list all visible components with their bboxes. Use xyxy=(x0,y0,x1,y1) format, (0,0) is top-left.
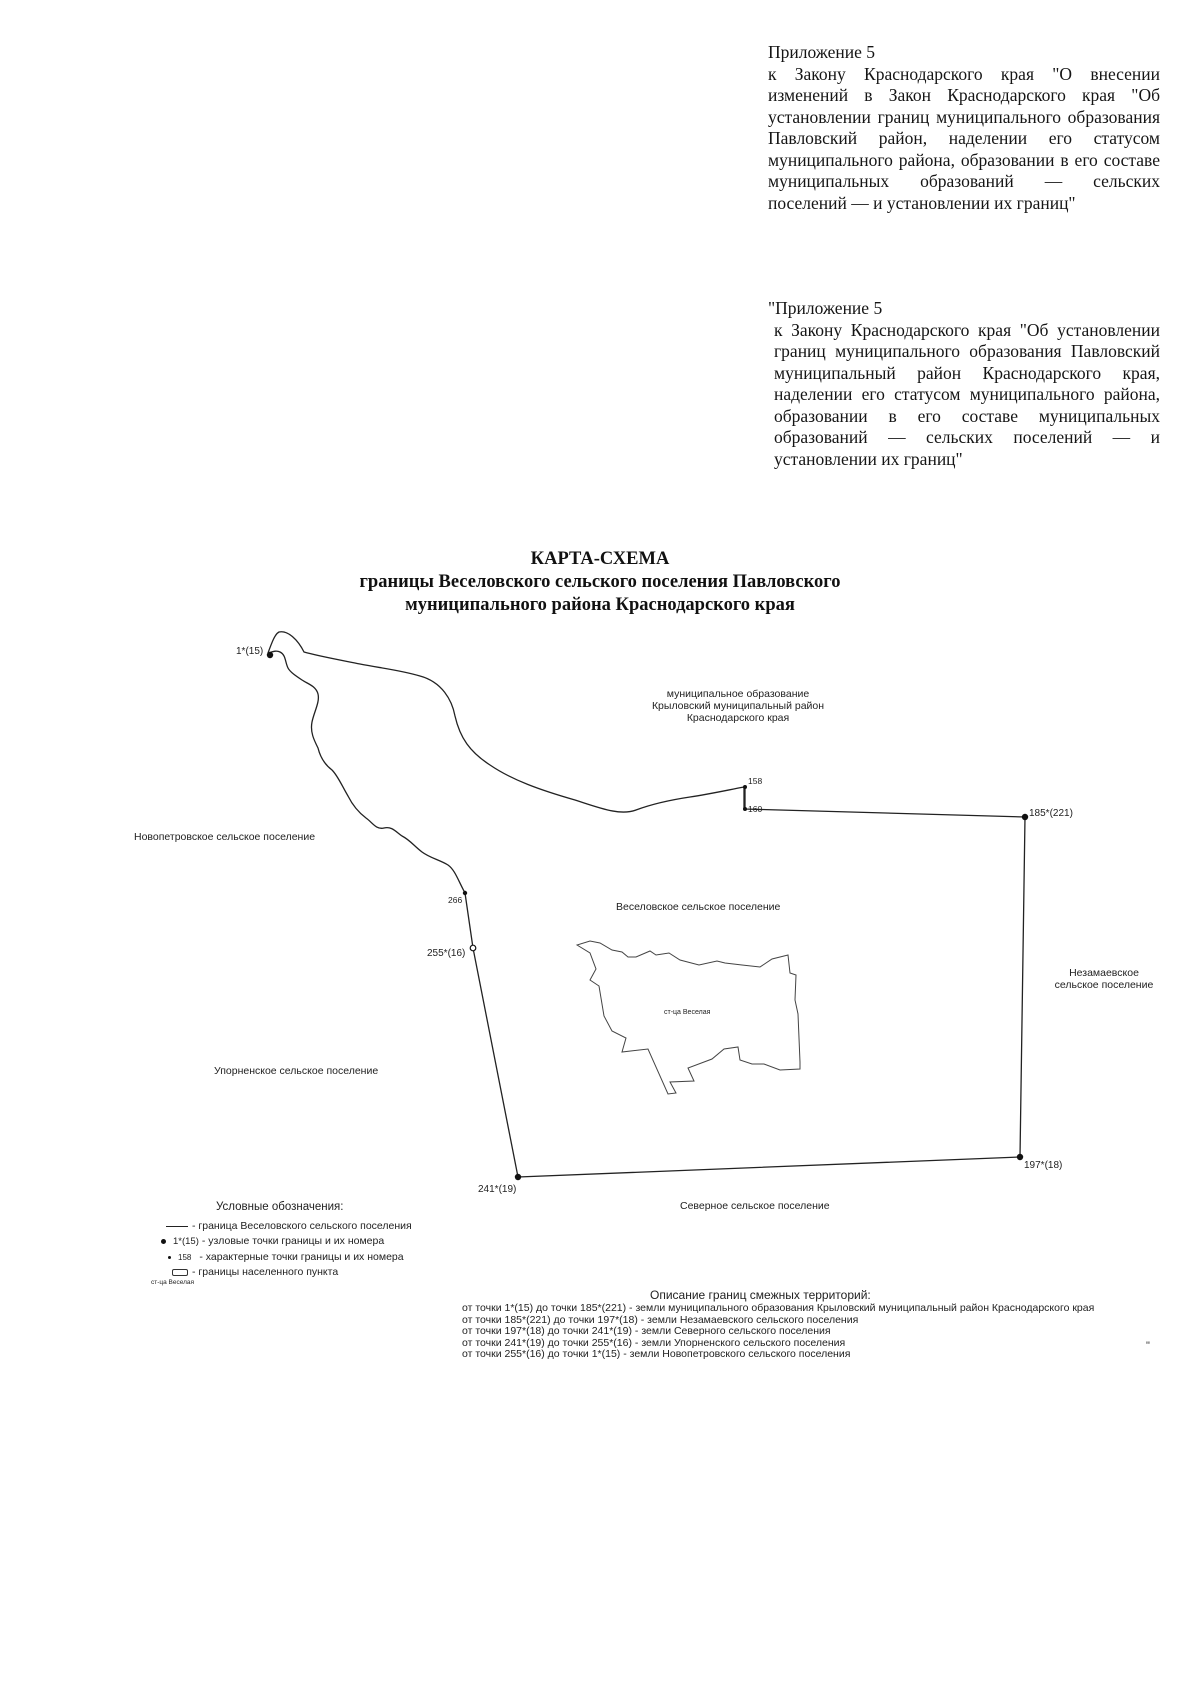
map-legend xyxy=(140,1200,500,1287)
node-point-1 xyxy=(267,652,273,658)
appendix-2-text: к Закону Краснодарского края "Об установлении границ муниципального образования Павловский муниципальный район Краснодарского края, наделении его статусом муниципального района, образовании в его составе муниципальных образований — сельских поселений — и установлении их границ" xyxy=(774,319,1160,469)
region-east-line-2: сельское поселение xyxy=(1054,979,1154,991)
label-point-185: 185*(221) xyxy=(1029,808,1073,819)
legend-char-symbol xyxy=(168,1256,172,1260)
label-point-197: 197*(18) xyxy=(1024,1160,1063,1171)
label-point-255: 255*(16) xyxy=(427,948,466,959)
map-title-line-2: границы Веселовского сельского поселения Павловского xyxy=(359,572,841,592)
closing-quote: " xyxy=(1146,1340,1150,1352)
map-title-line-3: муниципального района Краснодарского края xyxy=(405,595,795,615)
description-line: от точки 255*(16) до точки 1*(15) - земли Новопетровского сельского поселения xyxy=(462,1348,851,1360)
region-north-line-3: Краснодарского края xyxy=(686,712,790,724)
legend-settlement-text: - границы населенного пункта xyxy=(192,1266,339,1278)
description-line: от точки 185*(221) до точки 197*(18) - земли Незамаевского сельского поселения xyxy=(462,1313,859,1326)
legend-row-boundary xyxy=(140,1219,500,1235)
label-point-1: 1*(15) xyxy=(236,646,264,657)
description-line: от точки 241*(19) до точки 255*(16) - земли Упорненского сельского поселения xyxy=(462,1336,846,1349)
adjacent-territories-description xyxy=(462,1288,1162,1361)
char-point-158 xyxy=(743,785,747,789)
appendix-2-heading: "Приложение 5 xyxy=(768,298,883,318)
settlement-label: ст-ца Веселая xyxy=(664,1009,711,1016)
region-center: Веселовское сельское поселение xyxy=(616,901,781,913)
node-point-241 xyxy=(515,1174,521,1180)
legend-settlement-sample: ст-ца Веселая xyxy=(151,1278,195,1286)
legend-boundary-symbol xyxy=(166,1226,188,1227)
legend-title: Условные обозначения: xyxy=(216,1201,344,1213)
description-line: от точки 197*(18) до точки 241*(19) - земли Северного сельского поселения xyxy=(462,1325,831,1337)
legend-char-sample: 158 xyxy=(178,1252,192,1262)
char-point-266 xyxy=(463,891,467,895)
label-point-266: 266 xyxy=(448,895,463,905)
description-line: от точки 1*(15) до точки 185*(221) - земли муниципального образования Крыловский муниципальный район Краснодарского края xyxy=(462,1302,1095,1314)
region-south: Северное сельское поселение xyxy=(680,1200,830,1212)
legend-boundary-text: - граница Веселовского сельского поселения xyxy=(192,1219,412,1232)
region-north-line-1: муниципальное образование xyxy=(666,688,810,700)
legend-row-char xyxy=(140,1250,500,1266)
legend-node-sample: 1*(15) xyxy=(173,1236,199,1247)
char-point-160 xyxy=(743,807,747,811)
node-point-197 xyxy=(1017,1154,1023,1160)
label-point-160: 160 xyxy=(748,804,763,814)
label-point-241: 241*(19) xyxy=(478,1184,517,1195)
legend-row-node xyxy=(140,1234,500,1250)
region-north-line-2: Крыловский муниципальный район xyxy=(651,700,825,712)
legend-settlement-symbol xyxy=(172,1269,188,1276)
map-title-line-1: КАРТА-СХЕМА xyxy=(530,549,670,569)
legend-char-text: - характерные точки границы и их номера xyxy=(199,1250,404,1263)
appendix-1-heading: Приложение 5 xyxy=(768,42,876,62)
legend-node-text: - узловые точки границы и их номера xyxy=(201,1235,385,1247)
region-west: Новопетровское сельское поселение xyxy=(134,831,316,843)
region-southwest: Упорненское сельское поселение xyxy=(214,1065,379,1077)
node-point-185 xyxy=(1022,814,1028,820)
settlement-boundary xyxy=(577,941,800,1094)
appendix-1-text: к Закону Краснодарского края "О внесении изменений в Закон Краснодарского края "Об установлении границ муниципального образования Павловский район, наделении его статусом муниципального района, образовании в его составе муниципальных образований — сельских поселений — и установлении их границ" xyxy=(768,63,1160,213)
legend-node-symbol xyxy=(161,1239,166,1244)
label-point-158: 158 xyxy=(748,776,763,786)
description-title: Описание границ смежных территорий: xyxy=(650,1288,871,1302)
region-east-line-1: Незамаевское xyxy=(1069,967,1139,979)
node-point-255 xyxy=(470,945,476,951)
